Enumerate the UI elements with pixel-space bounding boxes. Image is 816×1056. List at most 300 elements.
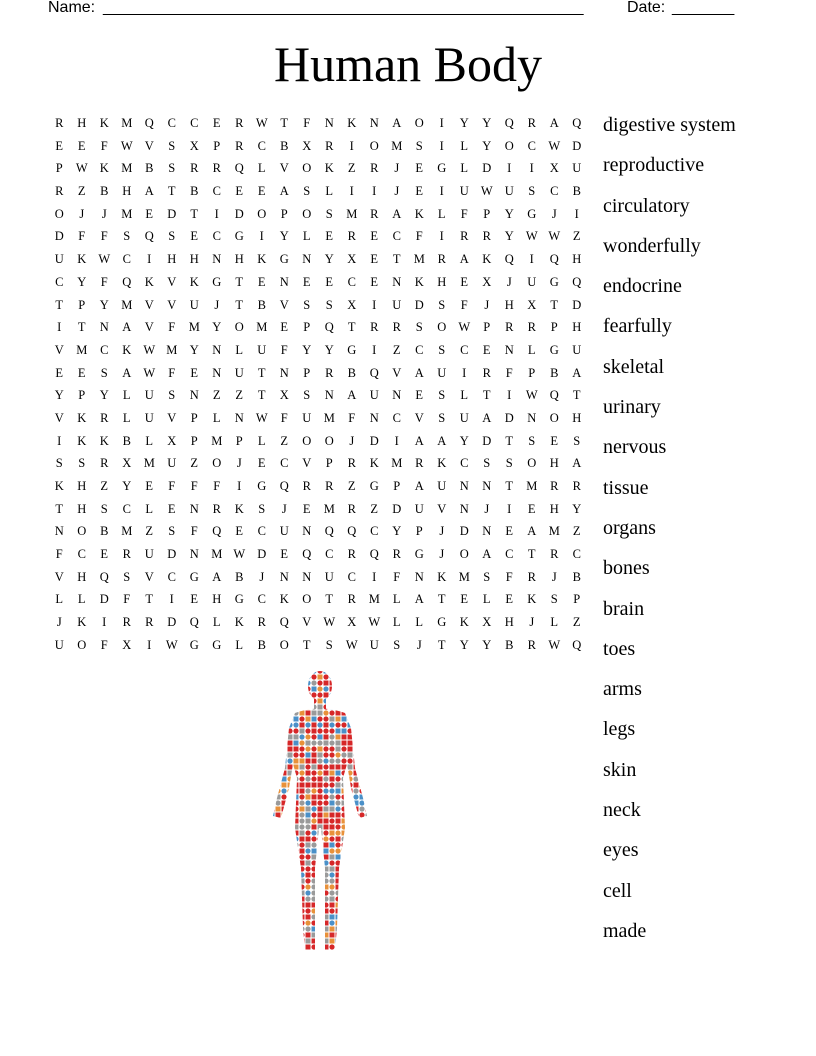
grid-letter[interactable]: E (460, 592, 469, 607)
grid-letter[interactable]: O (302, 161, 312, 176)
grid-letter[interactable]: B (235, 569, 244, 584)
grid-letter[interactable]: U (257, 342, 267, 357)
grid-letter[interactable]: C (460, 456, 469, 471)
grid-letter[interactable]: I (439, 229, 444, 244)
grid-letter[interactable]: F (100, 637, 108, 652)
grid-letter[interactable]: Y (212, 320, 222, 335)
grid-letter[interactable]: E (325, 229, 334, 244)
grid-letter[interactable]: K (459, 615, 469, 630)
grid-letter[interactable]: X (482, 274, 492, 289)
grid-letter[interactable]: C (572, 547, 581, 562)
grid-letter[interactable]: T (437, 637, 446, 652)
grid-letter[interactable]: O (324, 433, 334, 448)
grid-letter[interactable]: L (437, 206, 446, 221)
grid-letter[interactable]: W (480, 184, 493, 199)
grid-letter[interactable]: E (100, 547, 109, 562)
grid-letter[interactable]: O (414, 116, 424, 130)
grid-letter[interactable]: I (439, 138, 444, 153)
grid-letter[interactable]: D (99, 592, 109, 607)
grid-letter[interactable]: H (504, 615, 514, 630)
grid-letter[interactable]: M (143, 456, 155, 471)
grid-letter[interactable]: H (77, 569, 87, 584)
grid-letter[interactable]: I (507, 388, 512, 403)
grid-letter[interactable]: O (549, 410, 559, 425)
grid-letter[interactable]: G (212, 274, 222, 289)
grid-letter[interactable]: R (392, 320, 401, 335)
grid-letter[interactable]: F (55, 547, 63, 562)
grid-letter[interactable]: I (57, 320, 62, 335)
grid-letter[interactable]: D (167, 547, 177, 562)
grid-letter[interactable]: U (459, 410, 469, 425)
grid-letter[interactable]: Z (370, 501, 379, 516)
grid-letter[interactable]: R (482, 229, 491, 244)
grid-letter[interactable]: Q (279, 479, 289, 493)
grid-letter[interactable]: O (77, 637, 87, 652)
grid-letter[interactable]: P (573, 592, 581, 607)
grid-letter[interactable]: H (167, 252, 177, 267)
grid-letter[interactable]: S (100, 501, 108, 516)
grid-letter[interactable]: M (526, 479, 538, 493)
grid-letter[interactable]: E (257, 274, 266, 289)
grid-letter[interactable]: U (54, 637, 64, 652)
grid-letter[interactable]: E (415, 161, 424, 176)
grid-letter[interactable]: N (459, 479, 469, 493)
grid-letter[interactable]: T (55, 297, 64, 312)
grid-letter[interactable]: S (573, 433, 581, 448)
grid-letter[interactable]: G (347, 342, 357, 357)
grid-letter[interactable]: N (459, 501, 469, 516)
grid-letter[interactable]: V (144, 297, 154, 312)
name-line[interactable]: ______________________________________________________ (103, 0, 584, 16)
grid-letter[interactable]: R (122, 615, 131, 630)
grid-letter[interactable]: H (504, 297, 514, 312)
grid-letter[interactable]: K (99, 161, 109, 176)
grid-letter[interactable]: U (437, 365, 447, 380)
grid-letter[interactable]: N (212, 252, 222, 267)
grid-letter[interactable]: N (324, 388, 334, 403)
grid-letter[interactable]: J (259, 569, 265, 584)
grid-letter[interactable]: Q (302, 547, 312, 562)
grid-letter[interactable]: R (482, 365, 491, 380)
grid-letter[interactable]: I (394, 433, 399, 448)
grid-letter[interactable]: S (438, 410, 446, 425)
grid-letter[interactable]: U (189, 297, 199, 312)
grid-letter[interactable]: L (460, 138, 469, 153)
grid-letter[interactable]: H (572, 320, 582, 335)
grid-letter[interactable]: W (165, 637, 178, 652)
grid-letter[interactable]: Q (572, 274, 582, 289)
grid-letter[interactable]: C (190, 116, 199, 130)
grid-letter[interactable]: Q (122, 274, 132, 289)
grid-letter[interactable]: I (147, 637, 152, 652)
grid-letter[interactable]: H (572, 252, 582, 267)
grid-letter[interactable]: W (98, 252, 111, 267)
grid-letter[interactable]: S (528, 184, 536, 199)
grid-letter[interactable]: W (525, 229, 538, 244)
grid-letter[interactable]: F (303, 116, 311, 130)
grid-letter[interactable]: I (462, 365, 467, 380)
grid-letter[interactable]: X (302, 138, 312, 153)
grid-letter[interactable]: B (572, 184, 581, 199)
grid-letter[interactable]: E (235, 184, 244, 199)
grid-letter[interactable]: V (279, 297, 289, 312)
grid-letter[interactable]: K (144, 274, 154, 289)
grid-letter[interactable]: S (483, 456, 491, 471)
grid-letter[interactable]: N (324, 116, 334, 130)
grid-letter[interactable]: A (549, 116, 559, 130)
grid-letter[interactable]: E (550, 433, 559, 448)
grid-letter[interactable]: A (414, 365, 424, 380)
grid-letter[interactable]: P (303, 365, 311, 380)
grid-letter[interactable]: Q (549, 388, 559, 403)
grid-letter[interactable]: A (482, 547, 492, 562)
grid-letter[interactable]: W (120, 138, 133, 153)
grid-letter[interactable]: Z (212, 388, 221, 403)
grid-letter[interactable]: W (255, 410, 268, 425)
grid-letter[interactable]: T (572, 388, 581, 403)
grid-letter[interactable]: R (527, 637, 536, 652)
grid-letter[interactable]: R (527, 116, 536, 130)
grid-letter[interactable]: S (123, 229, 131, 244)
grid-letter[interactable]: C (122, 501, 131, 516)
grid-letter[interactable]: N (369, 116, 379, 130)
grid-letter[interactable]: A (122, 365, 132, 380)
grid-letter[interactable]: U (144, 410, 154, 425)
grid-letter[interactable]: E (460, 274, 469, 289)
grid-letter[interactable]: Q (324, 320, 334, 335)
grid-letter[interactable]: Y (302, 342, 312, 357)
grid-letter[interactable]: M (121, 161, 133, 176)
grid-letter[interactable]: B (100, 524, 109, 539)
grid-letter[interactable]: M (391, 456, 403, 471)
grid-letter[interactable]: E (527, 501, 536, 516)
grid-letter[interactable]: C (55, 274, 64, 289)
grid-letter[interactable]: U (54, 252, 64, 267)
date-line[interactable]: _______ (672, 0, 735, 16)
grid-letter[interactable]: V (54, 569, 64, 584)
grid-letter[interactable]: T (527, 547, 536, 562)
grid-letter[interactable]: W (233, 547, 246, 562)
grid-letter[interactable]: D (482, 161, 492, 176)
grid-letter[interactable]: S (415, 138, 423, 153)
grid-letter[interactable]: I (529, 161, 534, 176)
grid-letter[interactable]: Q (324, 524, 334, 539)
grid-letter[interactable]: I (57, 433, 62, 448)
grid-letter[interactable]: S (55, 456, 63, 471)
grid-letter[interactable]: R (325, 138, 334, 153)
grid-letter[interactable]: Y (482, 637, 492, 652)
grid-letter[interactable]: F (100, 274, 108, 289)
grid-letter[interactable]: Q (369, 365, 379, 380)
grid-letter[interactable]: L (77, 592, 86, 607)
grid-letter[interactable]: E (280, 547, 289, 562)
grid-letter[interactable]: E (505, 524, 514, 539)
grid-letter[interactable]: G (549, 342, 559, 357)
grid-letter[interactable]: W (368, 615, 381, 630)
grid-letter[interactable]: S (438, 342, 446, 357)
grid-letter[interactable]: R (347, 547, 356, 562)
grid-letter[interactable]: K (279, 592, 289, 607)
grid-letter[interactable]: A (572, 365, 582, 380)
grid-letter[interactable]: K (122, 342, 132, 357)
grid-letter[interactable]: E (302, 501, 311, 516)
grid-letter[interactable]: R (370, 206, 379, 221)
grid-letter[interactable]: E (302, 274, 311, 289)
grid-letter[interactable]: K (437, 456, 447, 471)
grid-letter[interactable]: I (439, 116, 444, 130)
grid-letter[interactable]: T (235, 297, 244, 312)
grid-letter[interactable]: R (527, 320, 536, 335)
grid-letter[interactable]: C (212, 184, 221, 199)
grid-letter[interactable]: R (55, 116, 64, 130)
grid-letter[interactable]: X (279, 388, 289, 403)
grid-letter[interactable]: H (572, 410, 582, 425)
grid-letter[interactable]: K (414, 206, 424, 221)
grid-letter[interactable]: Z (100, 479, 109, 493)
grid-letter[interactable]: U (302, 410, 312, 425)
grid-letter[interactable]: X (347, 615, 357, 630)
grid-letter[interactable]: U (279, 524, 289, 539)
grid-letter[interactable]: G (212, 637, 222, 652)
grid-letter[interactable]: X (167, 433, 177, 448)
grid-letter[interactable]: M (391, 138, 403, 153)
grid-letter[interactable]: B (190, 184, 199, 199)
grid-letter[interactable]: V (392, 365, 402, 380)
grid-letter[interactable]: D (482, 433, 492, 448)
grid-letter[interactable]: R (370, 320, 379, 335)
grid-letter[interactable]: O (459, 547, 469, 562)
grid-letter[interactable]: Z (145, 524, 154, 539)
grid-letter[interactable]: Z (280, 433, 289, 448)
grid-letter[interactable]: Y (99, 388, 109, 403)
grid-letter[interactable]: G (257, 479, 267, 493)
grid-letter[interactable]: M (458, 569, 470, 584)
grid-letter[interactable]: S (123, 569, 131, 584)
grid-letter[interactable]: V (54, 342, 64, 357)
grid-letter[interactable]: N (414, 569, 424, 584)
grid-letter[interactable]: L (550, 615, 559, 630)
grid-letter[interactable]: Q (189, 615, 199, 630)
grid-letter[interactable]: K (347, 116, 357, 130)
grid-letter[interactable]: G (369, 479, 379, 493)
grid-letter[interactable]: I (214, 206, 219, 221)
grid-letter[interactable]: C (527, 138, 536, 153)
grid-letter[interactable]: I (237, 479, 242, 493)
grid-letter[interactable]: H (77, 116, 87, 130)
grid-letter[interactable]: M (121, 297, 133, 312)
grid-letter[interactable]: M (256, 320, 268, 335)
grid-letter[interactable]: S (168, 138, 176, 153)
grid-letter[interactable]: Z (392, 342, 401, 357)
grid-letter[interactable]: K (77, 252, 87, 267)
grid-letter[interactable]: V (302, 456, 312, 471)
grid-letter[interactable]: C (167, 569, 176, 584)
grid-letter[interactable]: W (548, 229, 561, 244)
grid-letter[interactable]: L (460, 161, 469, 176)
grid-letter[interactable]: F (280, 410, 288, 425)
grid-letter[interactable]: P (213, 138, 221, 153)
grid-letter[interactable]: Y (77, 274, 87, 289)
grid-letter[interactable]: D (504, 410, 514, 425)
grid-letter[interactable]: N (189, 501, 199, 516)
grid-letter[interactable]: P (483, 320, 491, 335)
grid-letter[interactable]: U (572, 161, 582, 176)
grid-letter[interactable]: B (505, 637, 514, 652)
grid-letter[interactable]: I (169, 592, 174, 607)
grid-letter[interactable]: L (145, 501, 154, 516)
grid-letter[interactable]: A (347, 388, 357, 403)
grid-letter[interactable]: V (167, 410, 177, 425)
grid-letter[interactable]: T (235, 274, 244, 289)
grid-letter[interactable]: R (392, 547, 401, 562)
grid-letter[interactable]: Y (482, 116, 492, 130)
grid-letter[interactable]: Y (392, 524, 402, 539)
grid-letter[interactable]: X (527, 297, 537, 312)
grid-letter[interactable]: L (257, 161, 266, 176)
grid-letter[interactable]: N (279, 569, 289, 584)
grid-letter[interactable]: D (392, 501, 402, 516)
grid-letter[interactable]: V (144, 320, 154, 335)
grid-letter[interactable]: M (166, 342, 178, 357)
grid-letter[interactable]: E (370, 229, 379, 244)
grid-letter[interactable]: K (437, 569, 447, 584)
grid-letter[interactable]: N (369, 410, 379, 425)
grid-letter[interactable]: G (414, 547, 424, 562)
grid-letter[interactable]: F (123, 592, 131, 607)
grid-letter[interactable]: J (236, 456, 242, 471)
grid-letter[interactable]: U (392, 297, 402, 312)
grid-letter[interactable]: P (190, 433, 198, 448)
grid-letter[interactable]: H (549, 456, 559, 471)
grid-letter[interactable]: W (525, 388, 538, 403)
grid-letter[interactable]: H (437, 274, 447, 289)
grid-letter[interactable]: W (75, 161, 88, 176)
grid-letter[interactable]: N (527, 410, 537, 425)
grid-letter[interactable]: J (439, 524, 445, 539)
grid-letter[interactable]: L (460, 388, 469, 403)
grid-letter[interactable]: J (506, 274, 512, 289)
grid-letter[interactable]: C (550, 184, 559, 199)
grid-letter[interactable]: J (394, 184, 400, 199)
grid-letter[interactable]: O (302, 592, 312, 607)
grid-letter[interactable]: C (77, 547, 86, 562)
grid-letter[interactable]: A (414, 592, 424, 607)
grid-letter[interactable]: E (212, 116, 221, 130)
grid-letter[interactable]: L (325, 184, 334, 199)
grid-letter[interactable]: P (190, 410, 198, 425)
grid-letter[interactable]: W (143, 365, 156, 380)
grid-letter[interactable]: I (507, 501, 512, 516)
grid-letter[interactable]: L (302, 229, 311, 244)
grid-letter[interactable]: Y (459, 116, 469, 130)
grid-letter[interactable]: D (257, 547, 267, 562)
grid-letter[interactable]: T (347, 320, 356, 335)
grid-letter[interactable]: G (279, 252, 289, 267)
grid-letter[interactable]: Z (347, 161, 356, 176)
grid-letter[interactable]: J (349, 433, 355, 448)
grid-letter[interactable]: Q (144, 229, 154, 244)
grid-letter[interactable]: M (323, 501, 335, 516)
grid-letter[interactable]: N (482, 479, 492, 493)
grid-letter[interactable]: V (144, 569, 154, 584)
grid-letter[interactable]: K (99, 116, 109, 130)
grid-letter[interactable]: E (257, 184, 266, 199)
grid-letter[interactable]: H (77, 501, 87, 516)
grid-letter[interactable]: C (122, 252, 131, 267)
grid-letter[interactable]: O (54, 206, 64, 221)
grid-letter[interactable]: R (212, 161, 221, 176)
grid-letter[interactable]: K (77, 615, 87, 630)
grid-letter[interactable]: J (281, 501, 287, 516)
grid-letter[interactable]: P (483, 206, 491, 221)
grid-letter[interactable]: R (302, 479, 311, 493)
grid-letter[interactable]: E (190, 592, 199, 607)
grid-letter[interactable]: P (393, 479, 401, 493)
grid-letter[interactable]: X (122, 456, 132, 471)
grid-letter[interactable]: J (101, 206, 107, 221)
grid-letter[interactable]: X (549, 161, 559, 176)
grid-letter[interactable]: N (279, 365, 289, 380)
grid-letter[interactable]: M (76, 342, 88, 357)
grid-letter[interactable]: Y (504, 206, 514, 221)
grid-letter[interactable]: I (349, 138, 354, 153)
grid-letter[interactable]: F (78, 229, 86, 244)
grid-letter[interactable]: N (234, 410, 244, 425)
grid-letter[interactable]: I (372, 184, 377, 199)
grid-letter[interactable]: N (302, 252, 312, 267)
grid-letter[interactable]: S (505, 456, 513, 471)
grid-letter[interactable]: P (325, 456, 333, 471)
grid-letter[interactable]: D (234, 206, 244, 221)
grid-letter[interactable]: L (392, 592, 401, 607)
grid-letter[interactable]: F (415, 229, 423, 244)
grid-letter[interactable]: Q (212, 524, 222, 539)
grid-letter[interactable]: T (280, 116, 289, 130)
grid-letter[interactable]: B (550, 365, 559, 380)
grid-letter[interactable]: X (347, 297, 357, 312)
grid-letter[interactable]: Q (279, 615, 289, 630)
grid-letter[interactable]: I (507, 161, 512, 176)
grid-letter[interactable]: J (394, 161, 400, 176)
grid-letter[interactable]: F (460, 297, 468, 312)
grid-letter[interactable]: U (369, 388, 379, 403)
grid-letter[interactable]: A (414, 479, 424, 493)
grid-letter[interactable]: X (347, 252, 357, 267)
grid-letter[interactable]: E (167, 501, 176, 516)
grid-letter[interactable]: F (168, 320, 176, 335)
grid-letter[interactable]: Q (504, 252, 514, 267)
grid-letter[interactable]: K (482, 252, 492, 267)
grid-letter[interactable]: S (100, 365, 108, 380)
grid-letter[interactable]: M (346, 206, 358, 221)
grid-letter[interactable]: C (415, 342, 424, 357)
grid-letter[interactable]: E (370, 274, 379, 289)
grid-letter[interactable]: Q (549, 252, 559, 267)
grid-letter[interactable]: C (325, 547, 334, 562)
grid-letter[interactable]: E (190, 229, 199, 244)
grid-letter[interactable]: R (145, 615, 154, 630)
grid-letter[interactable]: K (324, 161, 334, 176)
grid-letter[interactable]: R (257, 615, 266, 630)
grid-letter[interactable]: H (234, 252, 244, 267)
grid-letter[interactable]: H (212, 592, 222, 607)
grid-letter[interactable]: I (372, 297, 377, 312)
grid-letter[interactable]: E (55, 138, 64, 153)
grid-letter[interactable]: F (190, 479, 198, 493)
grid-letter[interactable]: C (257, 138, 266, 153)
grid-letter[interactable]: K (234, 615, 244, 630)
grid-letter[interactable]: C (392, 229, 401, 244)
